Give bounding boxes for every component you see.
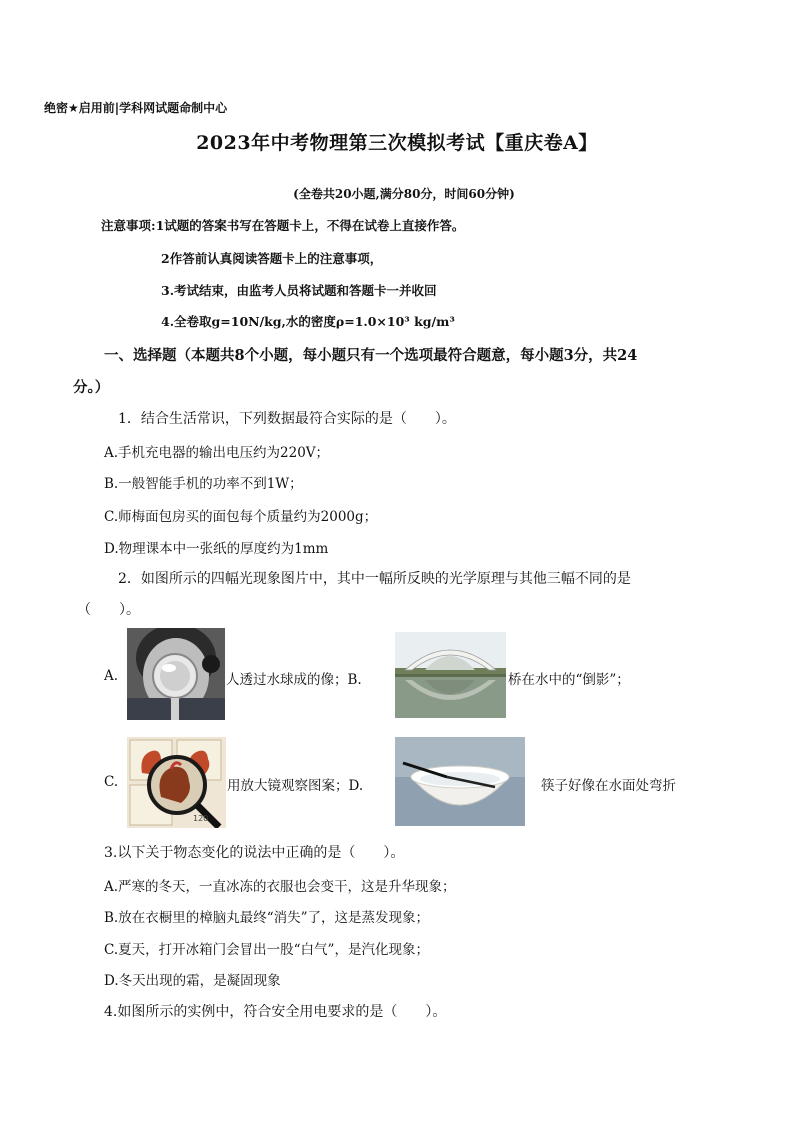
question-2-caption-d: 筷子好像在水面处弯折 [541, 778, 676, 794]
question-3-option-b: B.放在衣橱里的樟脑丸最终“消失”了，这是蒸发现象； [104, 910, 430, 926]
page-title: 2023年中考物理第三次模拟考试【重庆卷A】 [196, 132, 598, 154]
note-1: 注意事项:1试题的答案书写在答题卡上，不得在试卷上直接作答。 [101, 218, 465, 233]
magnifier-stamp-photo [127, 737, 226, 828]
stamp-value: 120 [193, 814, 209, 823]
chopstick-bowl-photo [395, 737, 525, 826]
question-2-stem: 2．如图所示的四幅光现象图片中，其中一幅所反映的光学原理与其他三幅不同的是 [118, 571, 631, 587]
question-2-label-c: C. [104, 774, 119, 790]
question-1-option-b: B.一般智能手机的功率不到1W； [104, 476, 303, 492]
question-3-option-a: A.严寒的冬天，一直冰冻的衣服也会变干，这是升华现象； [104, 879, 456, 895]
question-1-stem: 1．结合生活常识，下列数据最符合实际的是（ ）。 [118, 411, 456, 427]
question-2-caption-c: 用放大镜观察图案；D. [227, 778, 364, 794]
water-ball-photo [127, 628, 225, 720]
confidential-tag: 绝密★启用前|学科网试题命制中心 [44, 101, 228, 115]
question-3-option-c: C.夏天，打开冰箱门会冒出一股“白气”，是汽化现象； [104, 942, 429, 958]
question-1-option-d: D.物理课本中一张纸的厚度约为1mm [104, 541, 329, 557]
note-3: 3.考试结束，由监考人员将试题和答题卡一并收回 [161, 283, 437, 298]
question-3-option-d: D.冬天出现的霜，是凝固现象 [104, 973, 281, 989]
note-4: 4.全卷取g=10N/kg,水的密度ρ=1.0×10³ kg/m³ [161, 314, 455, 329]
question-2-label-a: A. [104, 668, 119, 684]
bridge-reflection-photo [395, 632, 506, 718]
section-heading: 一、选择题（本题共8个小题，每小题只有一个选项最符合题意，每小题3分，共24 [104, 347, 638, 364]
note-2: 2作答前认真阅读答题卡上的注意事项， [161, 251, 383, 266]
exam-subtitle: (全卷共20小题,满分80分，时间60分钟) [293, 187, 515, 201]
question-1-option-c: C.师梅面包房买的面包每个质量约为2000g； [104, 509, 378, 525]
question-2-caption-a: 人透过水球成的像；B. [226, 672, 362, 688]
question-4-stem: 4.如图所示的实例中，符合安全用电要求的是（ ）。 [104, 1004, 447, 1020]
question-2-stem-cont: （ ）。 [77, 602, 140, 618]
question-2-caption-b: 桥在水中的“倒影”； [508, 672, 630, 688]
question-3-stem: 3.以下关于物态变化的说法中正确的是（ ）。 [104, 845, 405, 861]
section-heading-cont: 分。） [73, 379, 110, 396]
question-1-option-a: A.手机充电器的输出电压约为220V； [104, 445, 330, 461]
